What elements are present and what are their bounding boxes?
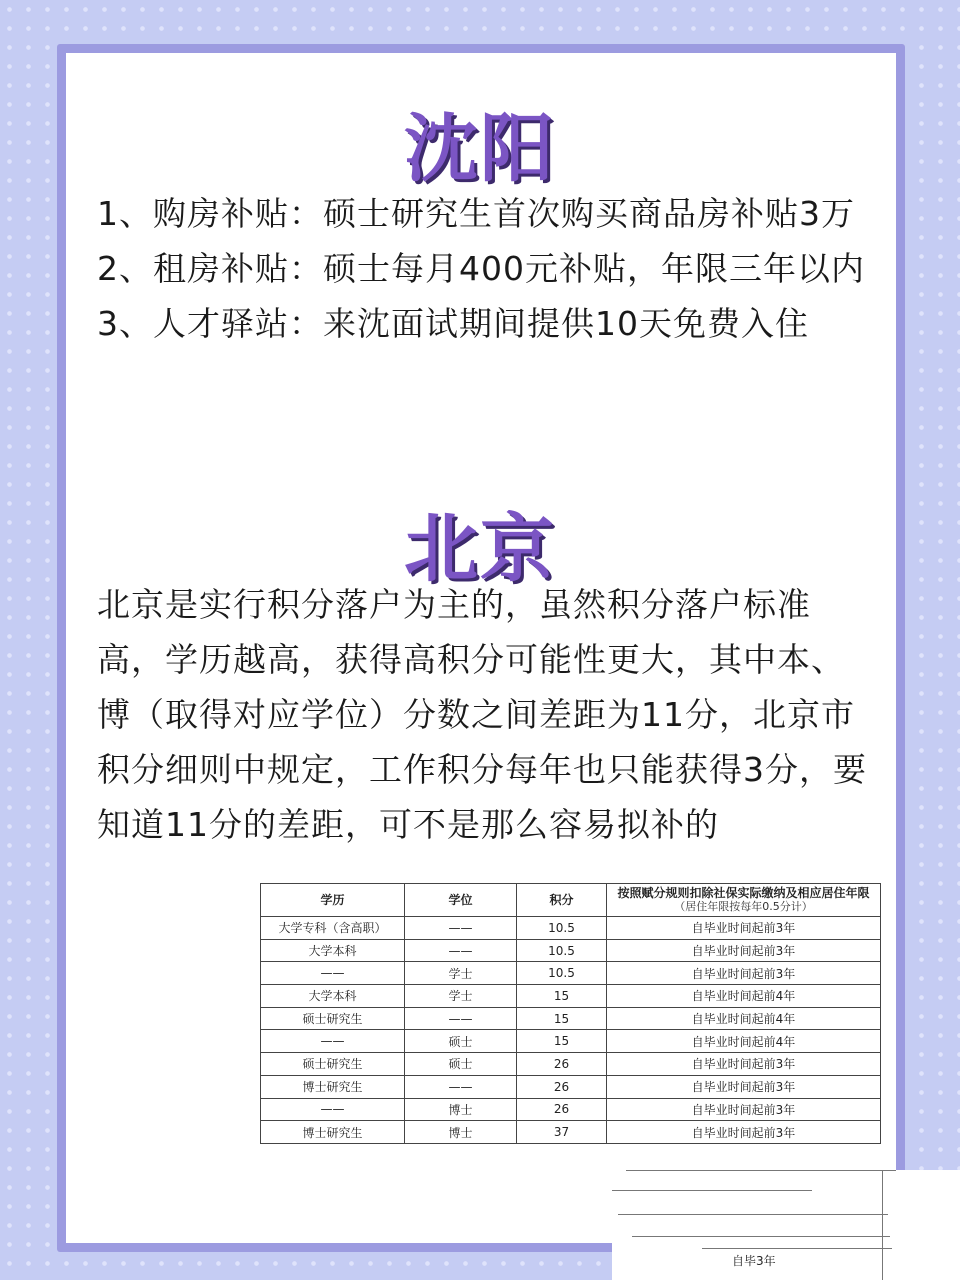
table-cell: 37 [517, 1121, 607, 1144]
header-points: 积分 [517, 884, 607, 917]
fragment-text: 自毕3年 [732, 1254, 776, 1268]
header-deduction [607, 884, 881, 917]
table-cell: 大学本科 [261, 939, 405, 962]
points-table-image [260, 883, 880, 1145]
table-cell: 自毕业时间起前3年 [607, 1075, 881, 1098]
table-row [261, 917, 881, 940]
table-cell: 15 [517, 985, 607, 1008]
table-cell: 26 [517, 1098, 607, 1121]
table-row [261, 1098, 881, 1121]
table-cell: 大学专科（含高职） [261, 917, 405, 940]
list-item: 1、购房补贴：硕士研究生首次购买商品房补贴3万 [97, 194, 855, 233]
table-cell: 26 [517, 1053, 607, 1076]
header-education: 学历 [261, 884, 405, 917]
table-cell: —— [261, 962, 405, 985]
table-cell: 学士 [405, 962, 517, 985]
table-cell: 15 [517, 1007, 607, 1030]
table-fragment [612, 1170, 960, 1280]
table-row [261, 1121, 881, 1144]
beijing-title: 北京 [404, 506, 556, 592]
beijing-paragraph: 北京是实行积分落户为主的，虽然积分落户标准高，学历越高，获得高积分可能性更大，其中本、博（取得对应学位）分数之间差距为11分，北京市积分细则中规定，工作积分每年也只能获得3分，要知道11分的差距，可不是那么容易拟补的 [97, 585, 867, 844]
header-degree: 学位 [405, 884, 517, 917]
table-cell: 学士 [405, 985, 517, 1008]
table-row [261, 962, 881, 985]
table-row [261, 1030, 881, 1053]
table-cell: 自毕业时间起前3年 [607, 1098, 881, 1121]
table-cell: —— [405, 939, 517, 962]
fragment-line [618, 1214, 888, 1215]
table-cell: 自毕业时间起前3年 [607, 917, 881, 940]
fragment-line [626, 1170, 896, 1171]
table-cell: —— [261, 1098, 405, 1121]
table-row [261, 1075, 881, 1098]
fragment-line [632, 1236, 890, 1237]
table-cell: 自毕业时间起前4年 [607, 1030, 881, 1053]
table-cell: 自毕业时间起前3年 [607, 1121, 881, 1144]
fragment-line [612, 1190, 812, 1191]
table-cell: 自毕业时间起前3年 [607, 939, 881, 962]
table-cell: —— [405, 917, 517, 940]
table-cell: 大学本科 [261, 985, 405, 1008]
table-row [261, 985, 881, 1008]
table-cell: 10.5 [517, 917, 607, 940]
table-cell: 博士 [405, 1121, 517, 1144]
fragment-line [702, 1248, 892, 1249]
table-cell: 硕士 [405, 1030, 517, 1053]
table-row [261, 1007, 881, 1030]
table-cell: 硕士研究生 [261, 1007, 405, 1030]
table-cell: 硕士研究生 [261, 1053, 405, 1076]
points-table [260, 883, 881, 1144]
table-cell: —— [405, 1007, 517, 1030]
table-cell: 博士 [405, 1098, 517, 1121]
list-item: 3、人才驿站：来沈面试期间提供10天免费入住 [97, 304, 809, 343]
table-cell: —— [261, 1030, 405, 1053]
table-cell: 10.5 [517, 962, 607, 985]
header-deduction-note: （居住年限按每年0.5分计） [674, 900, 813, 913]
table-row [261, 939, 881, 962]
table-cell: 自毕业时间起前4年 [607, 985, 881, 1008]
table-cell: 自毕业时间起前3年 [607, 962, 881, 985]
shenyang-list [97, 186, 867, 351]
header-deduction-label: 按照赋分规则扣除社保实际缴纳及相应居住年限 [617, 886, 870, 900]
table-cell: 硕士 [405, 1053, 517, 1076]
table-cell: 15 [517, 1030, 607, 1053]
fragment-line [882, 1170, 883, 1280]
table-cell: —— [405, 1075, 517, 1098]
table-cell: 自毕业时间起前4年 [607, 1007, 881, 1030]
table-row [261, 1053, 881, 1076]
shenyang-title: 沈阳 [404, 106, 556, 192]
table-cell: 博士研究生 [261, 1075, 405, 1098]
table-header-row [261, 884, 881, 917]
table-cell: 博士研究生 [261, 1121, 405, 1144]
table-cell: 26 [517, 1075, 607, 1098]
table-cell: 自毕业时间起前3年 [607, 1053, 881, 1076]
list-item: 2、租房补贴：硕士每月400元补贴，年限三年以内 [97, 249, 865, 288]
table-cell: 10.5 [517, 939, 607, 962]
